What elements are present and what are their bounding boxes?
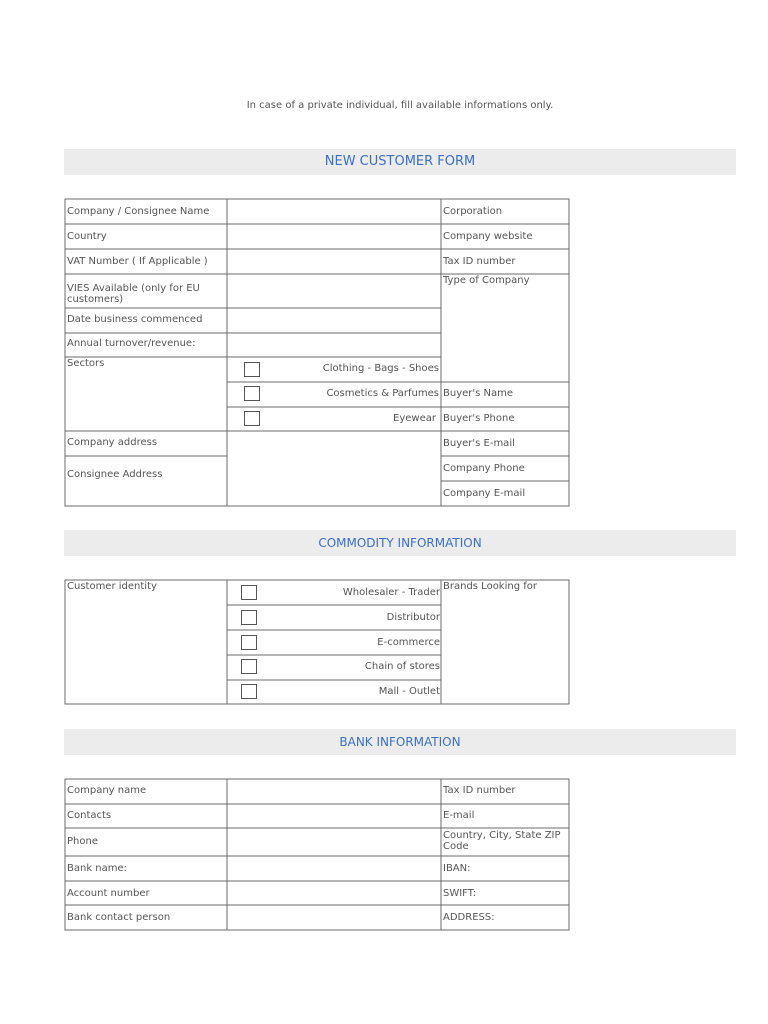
sector-eyewear-label: Eyewear <box>393 413 436 424</box>
country-label: Country <box>67 231 107 242</box>
bank-name-label: Bank name: <box>67 863 128 874</box>
company-email-label: Company E-mail <box>443 488 526 499</box>
company-phone-label: Company Phone <box>443 463 525 474</box>
bank-company-name-label: Company name <box>67 785 147 796</box>
identity-wholesaler-label: Wholesaler - Trader <box>342 587 440 598</box>
swift-label: SWIFT: <box>443 888 477 899</box>
sectors-label: Sectors <box>67 358 105 369</box>
corporation-label: Corporation <box>443 206 503 217</box>
annual-turnover-label: Annual turnover/revenue: <box>67 338 196 349</box>
instruction-note: In case of a private individual, fill available informations only. <box>246 100 554 111</box>
tax-id-label: Tax ID number <box>443 256 516 267</box>
bank-name-input[interactable] <box>228 857 440 880</box>
address-label: ADDRESS: <box>443 912 495 923</box>
bank-contacts-label: Contacts <box>67 810 112 821</box>
account-number-input[interactable] <box>228 882 440 904</box>
bank-phone-input[interactable] <box>228 829 440 855</box>
brands-looking-for-label: Brands Looking for <box>443 581 537 592</box>
date-business-commenced-label: Date business commenced <box>67 314 203 325</box>
section-title: BANK INFORMATION <box>339 735 461 749</box>
vies-input[interactable] <box>228 275 440 307</box>
buyer-name-label: Buyer's Name <box>443 388 514 399</box>
type-of-company-label: Type of Company <box>443 275 530 286</box>
address-input[interactable] <box>228 432 440 505</box>
company-consignee-name-label: Company / Consignee Name <box>67 206 210 217</box>
country-input[interactable] <box>228 225 440 248</box>
bank-email-label: E-mail <box>443 810 475 821</box>
company-website-label: Company website <box>443 231 533 242</box>
account-number-label: Account number <box>67 888 150 899</box>
sector-cosmetics-label: Cosmetics & Parfumes <box>326 388 439 399</box>
bank-company-name-input[interactable] <box>228 780 440 803</box>
vat-number-label: VAT Number ( If Applicable ) <box>67 256 208 267</box>
section-header-commodity <box>64 530 736 556</box>
customer-identity-label: Customer identity <box>67 581 157 592</box>
section-title: NEW CUSTOMER FORM <box>324 154 476 169</box>
section-title: COMMODITY INFORMATION <box>318 536 482 550</box>
bank-contact-person-input[interactable] <box>228 906 440 929</box>
bank-phone-label: Phone <box>67 836 98 847</box>
identity-distributor-label: Distributor <box>386 612 440 623</box>
vies-available-label: VIES Available (only for EU customers) <box>67 283 200 305</box>
identity-ecommerce-label: E-commerce <box>377 637 440 648</box>
buyer-email-label: Buyer's E-mail <box>443 438 515 449</box>
date-commenced-input[interactable] <box>228 309 440 332</box>
sector-clothing-label: Clothing - Bags - Shoes <box>322 363 439 374</box>
bank-contacts-input[interactable] <box>228 805 440 827</box>
buyer-phone-label: Buyer's Phone <box>443 413 515 424</box>
iban-label: IBAN: <box>443 863 471 874</box>
section-header-bank <box>64 729 736 755</box>
bank-country-city-label: Country, City, State ZIP Code <box>443 830 561 852</box>
section-header-customer <box>64 149 736 175</box>
company-name-input[interactable] <box>228 200 440 223</box>
consignee-address-label: Consignee Address <box>67 469 163 480</box>
vat-number-input[interactable] <box>228 250 440 273</box>
bank-tax-id-label: Tax ID number <box>443 785 516 796</box>
bank-contact-person-label: Bank contact person <box>67 912 171 923</box>
company-address-label: Company address <box>67 437 158 448</box>
identity-chain-stores-label: Chain of stores <box>364 661 440 672</box>
identity-mall-outlet-label: Mall - Outlet <box>378 686 440 697</box>
turnover-input[interactable] <box>228 334 440 356</box>
